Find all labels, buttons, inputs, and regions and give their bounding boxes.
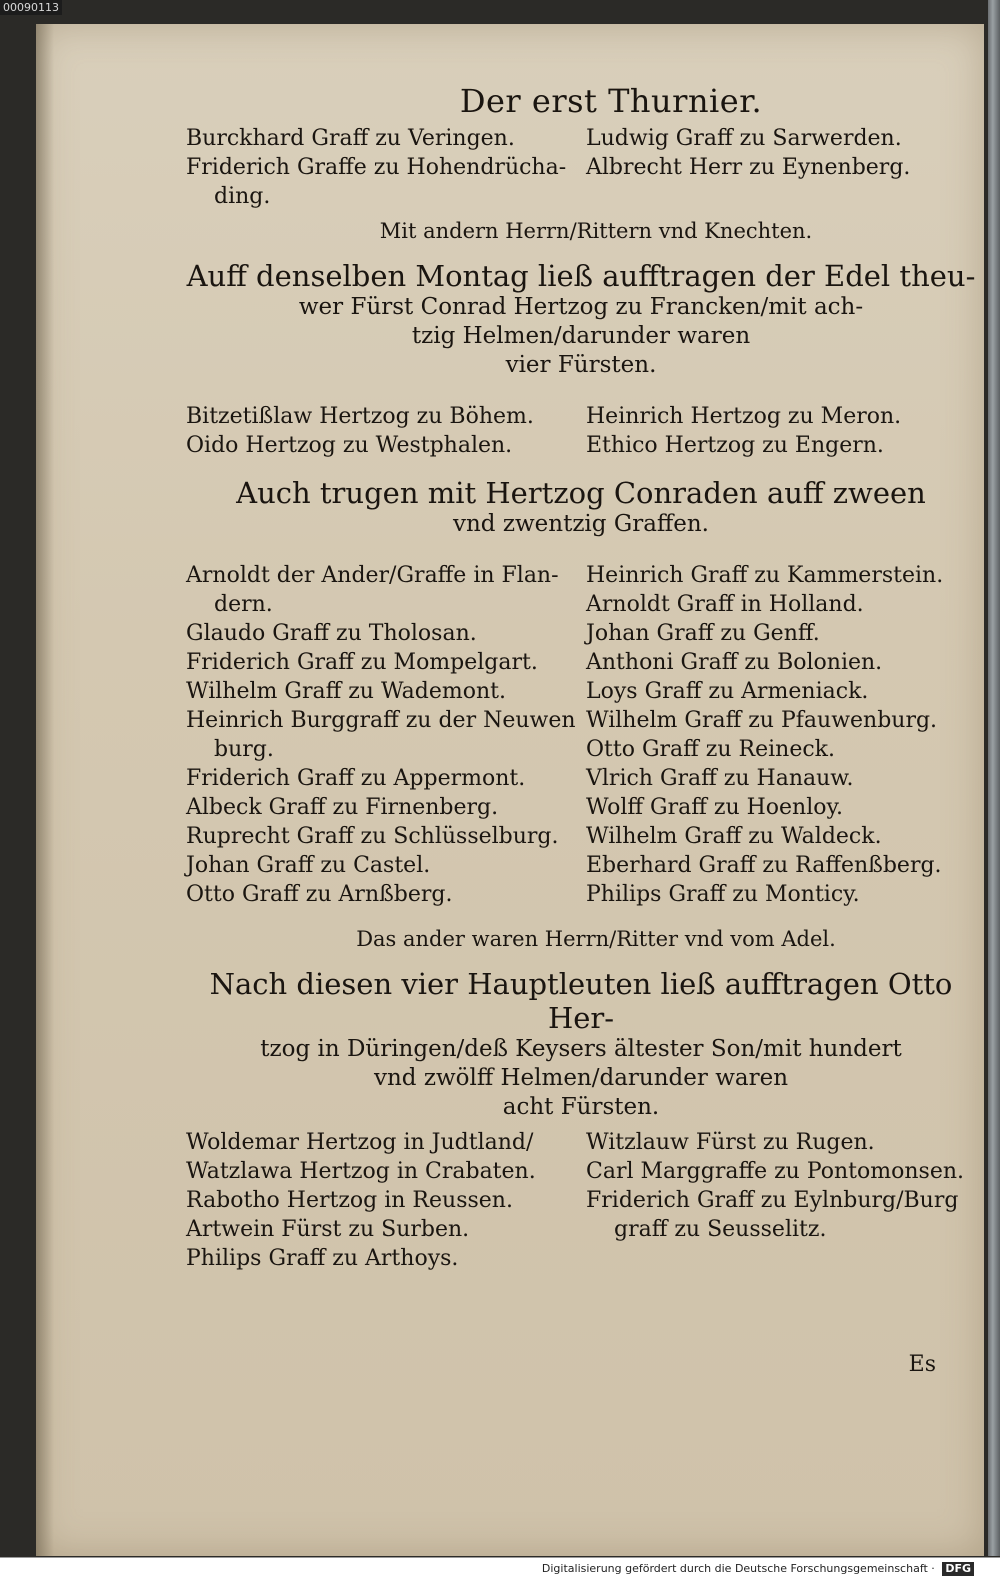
book-page	[36, 24, 984, 1556]
section1-list	[186, 124, 976, 211]
list-item: Burckhard Graff zu Veringen.	[186, 126, 515, 151]
list-item: Arnoldt Graff in Holland.	[586, 592, 864, 617]
list-item: Watzlawa Hertzog in Crabaten.	[186, 1159, 536, 1184]
section4-heading	[186, 967, 976, 1122]
list-item: Eberhard Graff zu Raffenßberg.	[586, 853, 942, 878]
list-item: Wilhelm Graff zu Pfauwenburg.	[586, 708, 938, 733]
list-item: Witzlauw Fürst zu Rugen.	[586, 1130, 875, 1155]
section4-list	[186, 1128, 976, 1273]
heading-line: Auff denselben Montag ließ aufftragen der Edel theu-	[186, 259, 976, 293]
section1-right-column	[586, 124, 976, 211]
list-item: Albrecht Herr zu Eynenberg.	[586, 155, 911, 180]
book-edge	[988, 0, 1000, 1556]
heading-line: wer Fürst Conrad Hertzog zu Francken/mit ach-	[298, 294, 864, 320]
list-item: Loys Graff zu Armeniack.	[586, 679, 869, 704]
list-item: Ludwig Graff zu Sarwerden.	[586, 126, 902, 151]
heading-line: acht Fürsten.	[502, 1094, 660, 1120]
list-item: Woldemar Hertzog in Judtland/	[186, 1130, 534, 1155]
section1-note: Mit andern Herrn/Rittern vnd Knechten.	[379, 219, 813, 243]
heading-line: tzig Helmen/darunder waren	[411, 323, 751, 349]
list-item: Wolff Graff zu Hoenloy.	[586, 795, 844, 820]
catchword: Es	[908, 1352, 936, 1377]
list-item: ding.	[214, 184, 271, 209]
list-item: Ethico Hertzog zu Engern.	[586, 433, 884, 458]
list-item: Heinrich Burggraff zu der Neuwen	[186, 708, 576, 733]
list-item: Heinrich Graff zu Kammerstein.	[586, 563, 944, 588]
funding-footer	[0, 1557, 1000, 1580]
list-item: Albeck Graff zu Firnenberg.	[186, 795, 499, 820]
section2-list	[186, 402, 976, 460]
section2-heading	[186, 259, 976, 380]
list-item: Friderich Graff zu Mompelgart.	[186, 650, 538, 675]
scan-id-label: 00090113	[0, 0, 62, 15]
section3-list	[186, 561, 976, 909]
section3-right-column	[586, 561, 976, 909]
list-item: Friderich Graff zu Eylnburg/Burg	[586, 1188, 959, 1213]
section3-left-column	[186, 561, 576, 909]
list-item: Wilhelm Graff zu Waldeck.	[586, 824, 882, 849]
section4-right-column	[586, 1128, 976, 1273]
list-item: Wilhelm Graff zu Wademont.	[186, 679, 506, 704]
list-item: graff zu Seusselitz.	[614, 1217, 827, 1242]
heading-line: Auch trugen mit Hertzog Conraden auff zween	[236, 476, 926, 510]
list-item: burg.	[214, 737, 274, 762]
dfg-logo: DFG	[942, 1562, 974, 1576]
list-item: Johan Graff zu Genff.	[586, 621, 820, 646]
heading-line: vnd zwölff Helmen/darunder waren	[373, 1065, 789, 1091]
section2-right-column	[586, 402, 976, 460]
list-item: Heinrich Hertzog zu Meron.	[586, 404, 902, 429]
heading-line: tzog in Düringen/deß Keysers ältester Son/mit hundert	[260, 1036, 902, 1062]
list-item: Otto Graff zu Reineck.	[586, 737, 835, 762]
heading-line: Nach diesen vier Hauptleuten ließ aufftragen Otto Her-	[209, 967, 953, 1035]
list-item: Otto Graff zu Arnßberg.	[186, 882, 453, 907]
list-item: Friderich Graff zu Appermont.	[186, 766, 526, 791]
list-item: Oido Hertzog zu Westphalen.	[186, 433, 513, 458]
list-item: Glaudo Graff zu Tholosan.	[186, 621, 477, 646]
heading-line: vier Fürsten.	[505, 352, 657, 378]
heading-line: vnd zwentzig Graffen.	[453, 511, 709, 537]
section1-left-column	[186, 124, 576, 211]
list-item: Carl Marggraffe zu Pontomonsen.	[586, 1159, 965, 1184]
section4-left-column	[186, 1128, 576, 1273]
section2-left-column	[186, 402, 576, 460]
list-item: Artwein Fürst zu Surben.	[186, 1217, 470, 1242]
list-item: Philips Graff zu Arthoys.	[186, 1246, 459, 1271]
section3-note: Das ander waren Herrn/Ritter vnd vom Adel.	[356, 927, 836, 951]
list-item: Ruprecht Graff zu Schlüsselburg.	[186, 824, 559, 849]
list-item: Johan Graff zu Castel.	[186, 853, 431, 878]
list-item: Philips Graff zu Monticy.	[586, 882, 860, 907]
footer-text: Digitalisierung gefördert durch die Deutsche Forschungsgemeinschaft ·	[541, 1562, 935, 1575]
list-item: Arnoldt der Ander/Graffe in Flan-	[186, 563, 559, 588]
list-item: Anthoni Graff zu Bolonien.	[586, 650, 883, 675]
list-item: Vlrich Graff zu Hanauw.	[586, 766, 854, 791]
list-item: Bitzetißlaw Hertzog zu Böhem.	[186, 404, 534, 429]
running-title: Der erst Thurnier.	[459, 82, 763, 120]
section3-heading	[186, 476, 976, 539]
page-content	[186, 82, 976, 1273]
list-item: Rabotho Hertzog in Reussen.	[186, 1188, 513, 1213]
list-item: dern.	[214, 592, 273, 617]
list-item: Friderich Graffe zu Hohendrücha-	[186, 155, 567, 180]
